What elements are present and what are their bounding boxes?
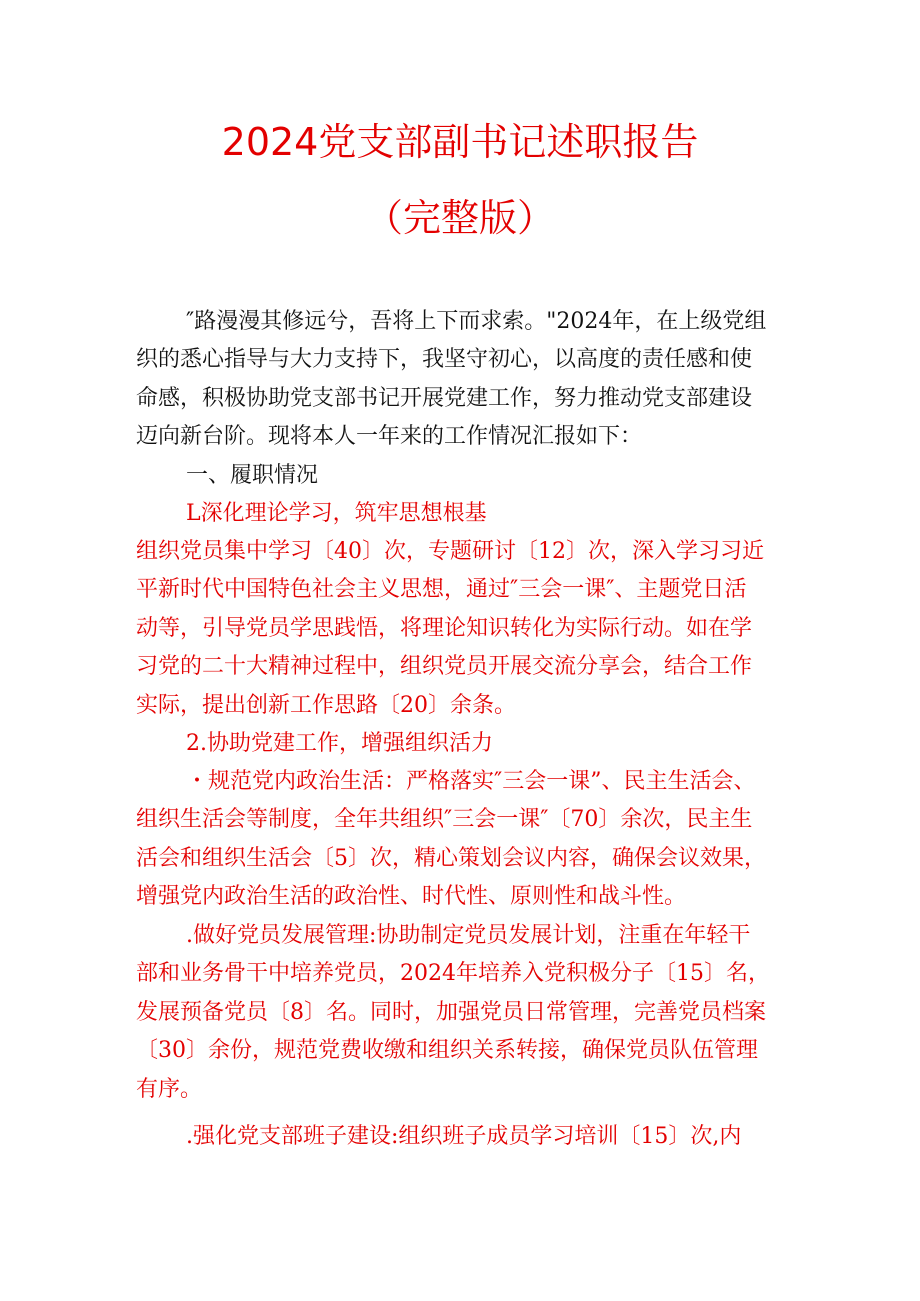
paragraph-line: 〔30〕余份，规范党费收缴和组织关系转接，确保党员队伍管理 [136,1038,758,1064]
paragraph-line: ″路漫漫其修远兮，吾将上下而求索。"2024年，在上级党组 [186,309,767,334]
study-paragraph [136,533,792,725]
intro-paragraph [136,303,792,457]
paragraph-line: 发展预备党员〔8〕名。同时，加强党员日常管理，完善党员档案 [136,999,766,1025]
paragraph-line: 增强党内政治生活的政治性、时代性、原则性和战斗性。 [136,884,687,910]
paragraph-line: 平新时代中国特色社会主义思想，通过″三会一课″、主题党日活 [136,577,747,603]
paragraph-line: 组织生活会等制度，全年共组织″三会一课″〔70〕余次，民主生 [136,807,753,833]
paragraph-line: 动等，引导党员学思践悟，将理论知识转化为实际行动。如在学 [136,615,753,641]
section-heading [136,457,792,495]
paragraph-line: 迈向新台阶。现将本人一年来的工作情况汇报如下： [136,424,643,450]
paragraph-line: .做好党员发展管理:协助制定党员发展计划，注重在年轻干 [186,923,751,948]
heading-text: 一、履职情况 [186,463,319,488]
paragraph-line: 实际，提出创新工作思路〔20〕余条。 [136,692,516,718]
heading-text: L深化理论学习，筑牢思想根基 [186,501,487,526]
paragraph-line: ・规范党内政治生活：严格落实″三会一课”、民主生活会、 [186,769,756,794]
document-subtitle: （完整版） [364,196,555,240]
member-development-paragraph [136,917,792,1109]
paragraph-line: 组织党员集中学习〔40〕次，专题研讨〔12〕次，深入学习习近 [136,539,764,564]
paragraph-line: 织的悉心指导与大力支持下，我坚守初心，以高度的责任感和使 [136,347,753,373]
paragraph-line: 部和业务骨干中培养党员，2024年培养入党积极分子〔15〕名， [136,961,770,987]
paragraph-line: 活会和组织生活会〔5〕次，精心策划会议内容，确保会议效果， [136,845,766,871]
document-title: 2024党支部副书记述职报告 [221,120,699,164]
paragraph-line: 命感，积极协助党支部书记开展党建工作，努力推动党支部建设 [136,385,753,411]
paragraph-line: .强化党支部班子建设:组织班子成员学习培训〔15〕次,内 [186,1124,742,1149]
heading-text: 2.协助党建工作，增强组织活力 [186,731,493,756]
subheading-2 [136,725,792,763]
team-building-paragraph [136,1118,792,1156]
subheading-1 [136,495,792,533]
political-life-paragraph [136,763,792,917]
paragraph-line: 习党的二十大精神过程中，组织党员开展交流分享会，结合工作 [136,654,753,680]
paragraph-line: 有序。 [136,1076,203,1102]
